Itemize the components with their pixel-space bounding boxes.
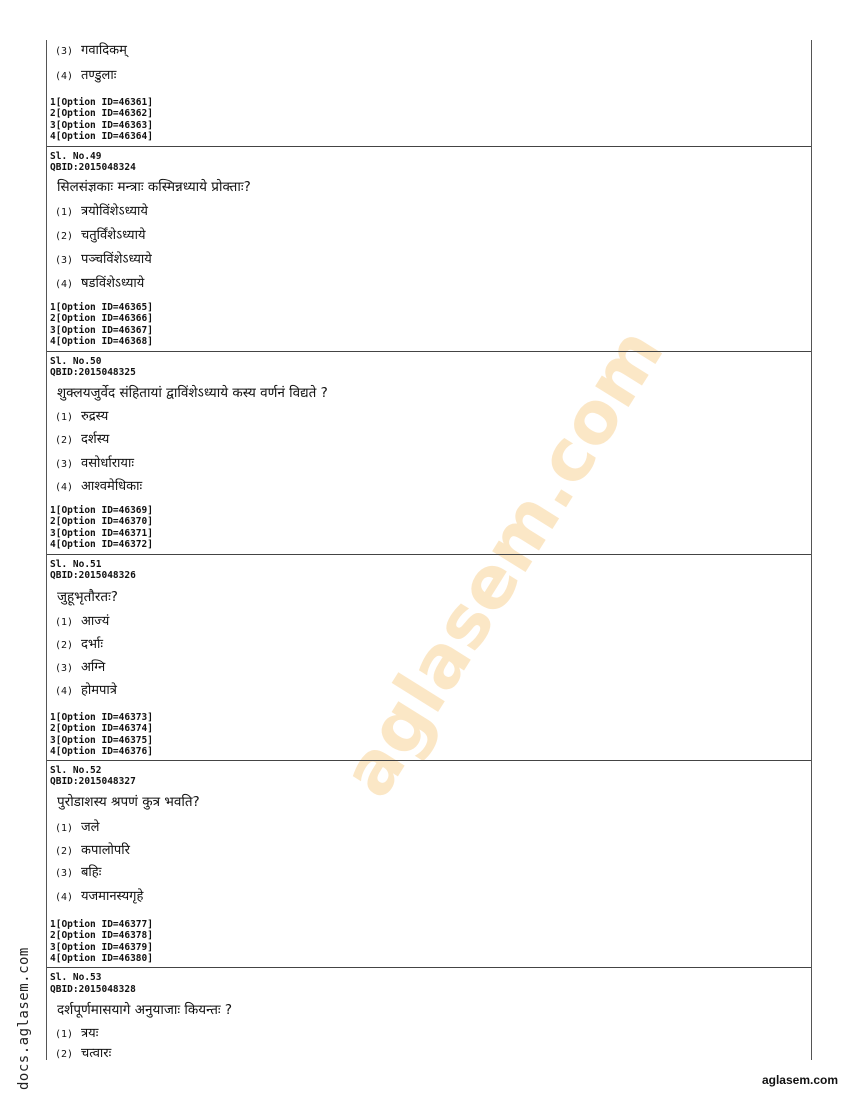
option-text: चत्वारः bbox=[81, 1046, 112, 1061]
option-text: कपालोपरि bbox=[81, 843, 130, 858]
qbid: QBID:2015048328 bbox=[50, 984, 136, 995]
option bbox=[55, 225, 146, 243]
watermark: aglasem.com bbox=[325, 313, 680, 811]
question-block bbox=[47, 146, 811, 352]
option bbox=[55, 65, 116, 83]
option-id: 3[Option ID=46375] bbox=[50, 734, 153, 746]
option-number: (2) bbox=[55, 640, 74, 651]
option-id-list bbox=[50, 712, 153, 757]
option-id: 2[Option ID=46362] bbox=[50, 108, 153, 120]
option-text: होमपात्रे bbox=[81, 683, 117, 698]
question-block bbox=[47, 760, 811, 968]
option bbox=[55, 1023, 98, 1041]
option-id: 4[Option ID=46368] bbox=[50, 335, 153, 347]
option-text: यजमानस्यगृहे bbox=[81, 889, 144, 904]
option-id: 3[Option ID=46379] bbox=[50, 941, 153, 953]
option-id: 3[Option ID=46367] bbox=[50, 324, 153, 336]
option-id: 4[Option ID=46364] bbox=[50, 130, 153, 142]
option-text: वसोर्धारायाः bbox=[81, 456, 134, 471]
option-id: 1[Option ID=46373] bbox=[50, 712, 153, 723]
question-text: सिलसंज्ञकाः मन्त्राः कस्मिन्नध्याये प्रोक्ताः? bbox=[57, 179, 251, 195]
option-number: (3) bbox=[55, 663, 74, 674]
option-id: 2[Option ID=46374] bbox=[50, 723, 153, 735]
option bbox=[55, 680, 117, 698]
side-url: docs.aglasem.com bbox=[16, 947, 32, 1090]
option-id: 2[Option ID=46370] bbox=[50, 516, 153, 528]
option-number: (4) bbox=[55, 71, 74, 82]
option-id: 2[Option ID=46378] bbox=[50, 930, 153, 942]
option-number: (1) bbox=[55, 617, 74, 628]
option-id: 1[Option ID=46377] bbox=[50, 919, 153, 930]
option-text: दर्भाः bbox=[81, 637, 104, 652]
option-number: (2) bbox=[55, 1049, 74, 1060]
option bbox=[55, 886, 143, 904]
option-id-list bbox=[50, 302, 153, 347]
question-sheet bbox=[46, 40, 812, 1060]
question-text: शुक्लयजुर्वेद संहितायां द्वाविंशेऽध्याये कस्य वर्णनं विद्यते ? bbox=[57, 385, 328, 401]
option-id: 3[Option ID=46363] bbox=[50, 119, 153, 131]
option-number: (2) bbox=[55, 231, 74, 242]
option-number: (2) bbox=[55, 846, 74, 857]
option-id: 1[Option ID=46365] bbox=[50, 302, 153, 313]
question-block bbox=[47, 40, 811, 146]
option bbox=[55, 657, 105, 675]
option-text: गवादिकम् bbox=[81, 43, 127, 58]
option bbox=[55, 817, 99, 835]
question-block bbox=[47, 351, 811, 555]
option bbox=[55, 840, 130, 858]
qbid: QBID:2015048324 bbox=[50, 162, 136, 173]
question-block bbox=[47, 967, 811, 1061]
option-text: बहिः bbox=[81, 865, 102, 880]
option-text: रुद्रस्य bbox=[81, 409, 109, 424]
option-number: (1) bbox=[55, 1029, 74, 1040]
option-text: अग्नि bbox=[81, 660, 106, 675]
option-number: (1) bbox=[55, 412, 74, 423]
serial-number: Sl. No.49 bbox=[50, 151, 102, 162]
option-id: 3[Option ID=46371] bbox=[50, 527, 153, 539]
serial-number: Sl. No.50 bbox=[50, 356, 102, 367]
option-text: त्रयः bbox=[81, 1026, 99, 1041]
option-id: 4[Option ID=46372] bbox=[50, 538, 153, 550]
option-id-list bbox=[50, 97, 153, 142]
option-number: (4) bbox=[55, 892, 74, 903]
option-number: (3) bbox=[55, 46, 74, 57]
option-number: (1) bbox=[55, 207, 74, 218]
option-text: त्रयोविंशेऽध्याये bbox=[81, 204, 148, 219]
option-number: (3) bbox=[55, 459, 74, 470]
option-text: आश्वमेधिकाः bbox=[81, 479, 143, 494]
question-text: दर्शपूर्णमासयागे अनुयाजाः कियन्तः ? bbox=[57, 1002, 233, 1018]
option bbox=[55, 862, 101, 880]
option bbox=[55, 249, 152, 267]
serial-number: Sl. No.53 bbox=[50, 972, 102, 983]
option bbox=[55, 429, 109, 447]
option-text: चतुर्विंशेऽध्याये bbox=[81, 228, 146, 243]
qbid: QBID:2015048326 bbox=[50, 570, 136, 581]
option-text: तण्डुलाः bbox=[81, 68, 117, 83]
option-text: जले bbox=[81, 820, 100, 835]
option-id: 4[Option ID=46380] bbox=[50, 952, 153, 964]
qbid: QBID:2015048327 bbox=[50, 776, 136, 787]
option-text: पञ्चविंशेऽध्याये bbox=[81, 252, 152, 267]
qbid: QBID:2015048325 bbox=[50, 367, 136, 378]
option-id: 4[Option ID=46376] bbox=[50, 745, 153, 757]
serial-number: Sl. No.52 bbox=[50, 765, 102, 776]
option-text: आज्यं bbox=[81, 614, 110, 629]
option-id-list bbox=[50, 505, 153, 550]
option bbox=[55, 273, 144, 291]
option bbox=[55, 476, 142, 494]
footer-brand: aglasem.com bbox=[761, 1073, 838, 1087]
option-id: 1[Option ID=46361] bbox=[50, 97, 153, 108]
option-number: (2) bbox=[55, 435, 74, 446]
option-text: दर्शस्य bbox=[81, 432, 110, 447]
option-number: (3) bbox=[55, 255, 74, 266]
option-number: (1) bbox=[55, 823, 74, 834]
option bbox=[55, 453, 134, 471]
option-number: (4) bbox=[55, 279, 74, 290]
option-id: 2[Option ID=46366] bbox=[50, 313, 153, 325]
option bbox=[55, 40, 127, 58]
question-block bbox=[47, 554, 811, 761]
option bbox=[55, 201, 148, 219]
option bbox=[55, 611, 109, 629]
question-text: पुरोडाशस्य श्रपणं कुत्र भवति? bbox=[57, 794, 200, 810]
option-id-list bbox=[50, 919, 153, 964]
option-number: (4) bbox=[55, 686, 74, 697]
question-text: जुहूभृतौरतः? bbox=[57, 589, 118, 605]
option bbox=[55, 406, 108, 424]
option-number: (4) bbox=[55, 482, 74, 493]
option bbox=[55, 1043, 111, 1061]
serial-number: Sl. No.51 bbox=[50, 559, 102, 570]
option-text: षडविंशेऽध्याये bbox=[81, 276, 145, 291]
option-number: (3) bbox=[55, 868, 74, 879]
option bbox=[55, 634, 103, 652]
option-id: 1[Option ID=46369] bbox=[50, 505, 153, 516]
